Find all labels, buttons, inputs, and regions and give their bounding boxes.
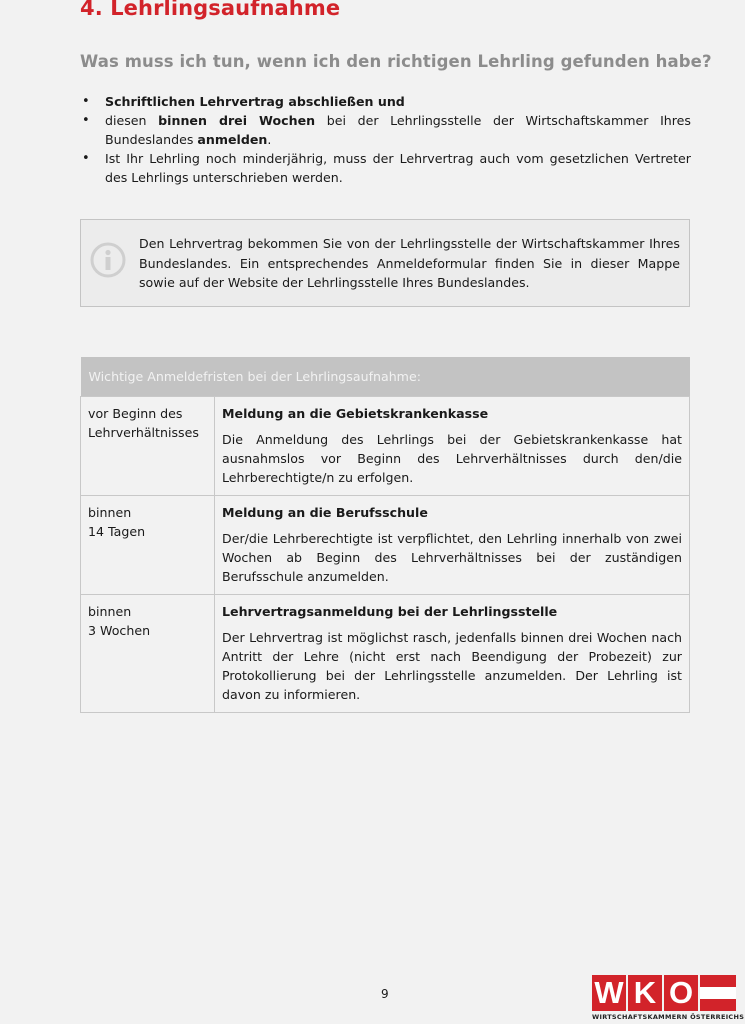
deadline-table	[80, 357, 690, 713]
action-cell	[215, 397, 690, 496]
logo-letters	[592, 975, 700, 1011]
action-cell	[215, 595, 690, 713]
deadline-cell	[81, 595, 215, 713]
info-icon	[90, 242, 126, 278]
info-box	[80, 219, 690, 307]
bullet-text: diesen	[105, 113, 159, 128]
action-cell	[215, 496, 690, 595]
list-item	[80, 149, 691, 187]
bullet-text: .	[267, 132, 272, 147]
list-item	[80, 111, 691, 149]
deadline-cell	[81, 496, 215, 595]
deadline-cell	[81, 397, 215, 496]
deadline-line: vor Beginn des	[88, 406, 183, 421]
info-text: Den Lehrvertrag bekommen Sie von der Lehrlingsstelle der Wirtschaftskammer Ihres Bundeslandes. Ein entsprechendes Anmeldeformular finden Sie in dieser Mappe sowie auf der Website der Lehrlingsstelle Ihres Bundeslandes.	[139, 236, 680, 290]
table-row	[81, 496, 690, 595]
action-title: Lehrvertragsanmeldung bei der Lehrlingsstelle	[222, 604, 558, 619]
bullet-text-bold: binnen drei Wochen	[158, 113, 316, 128]
bullet-text-bold: anmelden	[197, 132, 268, 147]
action-description: Die Anmeldung des Lehrlings bei der Gebietskrankenkasse hat ausnahmslos vor Beginn des Lehrverhältnisses durch den/die Lehrberechtigte/n zu erfolgen.	[222, 432, 682, 485]
table-row	[81, 595, 690, 713]
table-header: Wichtige Anmeldefristen bei der Lehrlingsaufnahme:	[81, 357, 690, 397]
page-title: 4. Lehrlingsaufnahme	[80, 0, 341, 20]
deadline-line: Lehrverhältnisses	[88, 425, 199, 440]
action-title: Meldung an die Gebietskrankenkasse	[222, 406, 489, 421]
bullet-text-bold: Schriftlichen Lehrvertrag abschließen und	[105, 94, 405, 109]
deadline-line: binnen	[88, 505, 132, 520]
logo-caption: WIRTSCHAFTSKAMMERN ÖSTERREICHS	[592, 1013, 745, 1021]
deadline-line: 3 Wochen	[88, 623, 151, 638]
logo-letter: O	[664, 975, 698, 1011]
section-subtitle: Was muss ich tun, wenn ich den richtigen Lehrling gefunden habe?	[80, 52, 712, 71]
deadline-line: 14 Tagen	[88, 524, 146, 539]
list-item	[80, 92, 691, 111]
table-row	[81, 397, 690, 496]
wko-logo	[592, 975, 743, 1023]
bullet-text: Ist Ihr Lehrling noch minderjährig, muss der Lehrvertrag auch vom gesetzlichen Vertreter des Lehrlings unterschrieben werden.	[105, 151, 691, 185]
austria-flag-icon	[700, 975, 736, 1011]
deadline-line: binnen	[88, 604, 132, 619]
todo-list	[80, 92, 691, 187]
action-description: Der Lehrvertrag ist möglichst rasch, jedenfalls binnen drei Wochen nach Antritt der Lehre (nicht erst nach Beendigung der Probezeit) zur Protokollierung bei der Lehrlingsstelle anzumelden. Der Lehrling ist davon zu informieren.	[222, 630, 682, 702]
action-description: Der/die Lehrberechtigte ist verpflichtet, den Lehrling innerhalb von zwei Wochen ab Beginn des Lehrverhältnisses bei der zuständigen Berufsschule anzumelden.	[222, 531, 682, 584]
bullet-text: bei der Lehrlingsstelle der Wirtschaftskammer Ihres Bundeslandes	[105, 113, 691, 147]
logo-letter: K	[628, 975, 662, 1011]
page-number: 9	[381, 987, 389, 1001]
action-title: Meldung an die Berufsschule	[222, 505, 428, 520]
logo-letter: W	[592, 975, 626, 1011]
